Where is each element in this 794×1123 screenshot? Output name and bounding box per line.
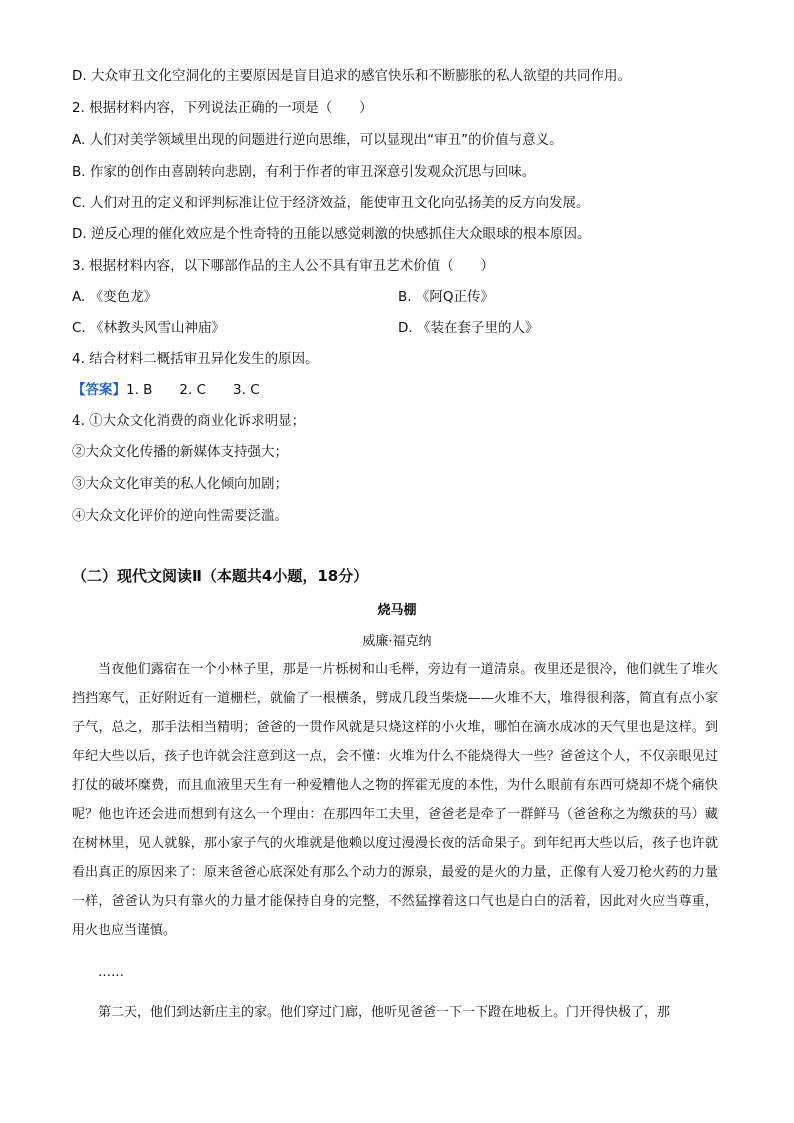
story-paragraph-1: 当夜他们露宿在一个小林子里，那是一片栎树和山毛榉，旁边有一道清泉。夜里还是很冷，他们就生了堆火挡挡寒气，正好附近有一道栅栏，就偷了一根横条，劈成几段当柴烧——火堆不大，堆得很利落，简直有点小家子气，总之，那手法相当精明；爸爸的一贯作风就是只烧这样的小火堆，哪怕在滴水成冰的天气里也是这样。到年纪大些以后，孩子也许就会注意到这一点，会不懂：火堆为什么不能烧得大一些？爸爸这个人，不仅亲眼见过打仗的破坏糜费，而且血液里天生有一种爱糟他人之物的挥霍无度的本性，为什么眼前有东西可烧却不烧个痛快呢？他也许还会进而想到有这么一个理由：在那四年工夫里，爸爸老是牵了一群鲜马（爸爸称之为缴获的马）藏在树林里，见人就躲，那小家子气的火堆就是他赖以度过漫漫长夜的活命果子。到年纪再大些以后，孩子也许就看出真正的原因来了：原来爸爸心底深处有那么个动力的源泉，最爱的是火的力量，正像有人爱刀枪火药的力量一样，爸爸认为只有靠火的力量才能保持自身的完整，不然猛撑着这口气也是白白的活着，因此对火应当尊重，用火也应当谨慎。 <box>72 662 718 938</box>
story-ellipsis: …… <box>98 965 124 980</box>
answer-tag: 【答案】 <box>72 382 126 398</box>
answer-4-item-3: ③大众文化审美的私人化倾向加剧； <box>72 476 288 492</box>
story-author: 威廉·福克纳 <box>362 634 432 649</box>
q2-option-a: A. 人们对美学领域里出现的问题进行逆向思维，可以显现出“审丑”的价值与意义。 <box>72 132 563 148</box>
q3-option-c: C. 《林教头风雪山神庙》 <box>72 320 226 336</box>
q3-options-row-1 <box>72 288 157 306</box>
q2-option-d: D. 逆反心理的催化效应是个性奇特的丑能以感觉刺激的快感抓住大众眼球的根本原因。 <box>72 226 591 242</box>
answer-values: 1. B 2. C 3. C <box>126 382 260 398</box>
question-4: 4. 结合材料二概括审丑异化发生的原因。 <box>72 351 319 367</box>
q1-option-d: D. 大众审丑文化空洞化的主要原因是盲目追求的感官快乐和不断膨胀的私人欲望的共同作用。 <box>72 68 631 84</box>
story-paragraph-2: 第二天，他们到达新庄主的家。他们穿过门廊，他听见爸爸一下一下蹬在地板上。门开得快极了，那 <box>98 1005 671 1020</box>
section-heading: （二）现代文阅读Ⅱ（本题共4小题，18分） <box>72 567 369 585</box>
q2-option-b: B. 作家的创作由喜剧转向悲剧，有利于作者的审丑深意引发观众沉思与回味。 <box>72 164 536 180</box>
answer-line <box>72 381 260 399</box>
q2-option-c: C. 人们对丑的定义和评判标准让位于经济效益，能使审丑文化向弘扬美的反方向发展。 <box>72 195 590 211</box>
question-3: 3. 根据材料内容，以下哪部作品的主人公不具有审丑艺术价值（ ） <box>72 258 495 274</box>
answer-4-item-1: 4. ①大众文化消费的商业化诉求明显； <box>72 413 306 429</box>
q3-option-a: A. 《变色龙》 <box>72 289 158 305</box>
answer-4-item-4: ④大众文化评价的逆向性需要泛滥。 <box>72 508 288 524</box>
answer-4-item-2: ②大众文化传播的新媒体支持强大； <box>72 444 288 460</box>
q3-option-b: B. 《阿Q正传》 <box>398 289 494 305</box>
question-2: 2. 根据材料内容，下列说法正确的一项是（ ） <box>72 100 373 116</box>
q3-option-d: D. 《装在套子里的人》 <box>398 320 539 336</box>
story-title: 烧马棚 <box>377 603 417 618</box>
